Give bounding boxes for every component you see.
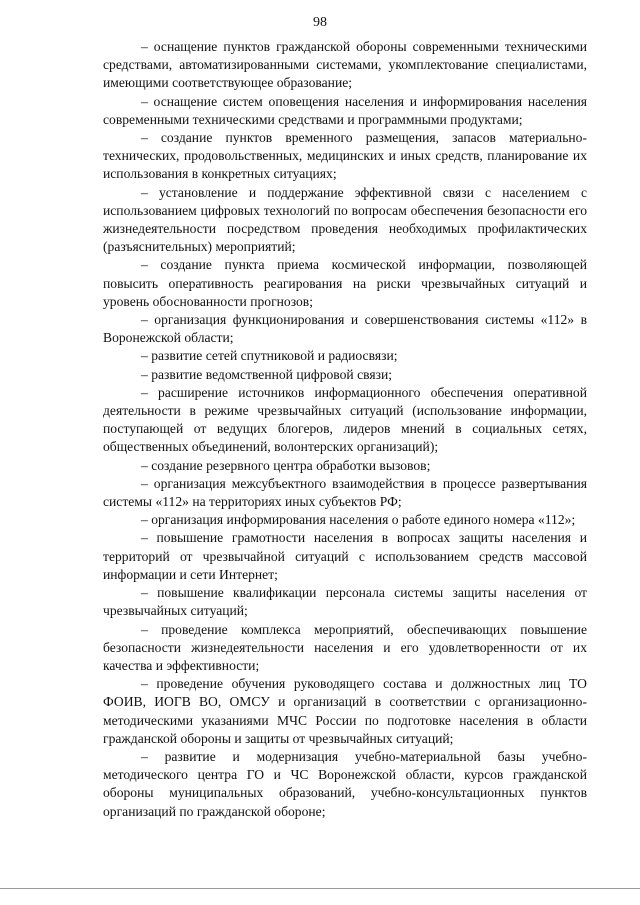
- list-item: – развитие ведомственной цифровой связи;: [141, 366, 393, 382]
- list-item: – развитие и модернизация учебно-материальной базы учебно-методического центра ГО и ЧС Воронежской области, курсов гражданской обороны муниципальных образований, учебно-консультационных пунктов организаций по гражданской обороне;: [103, 748, 587, 819]
- body-text: [103, 38, 587, 821]
- list-item: – организация функционирования и совершенствования системы «112» в Воронежской области;: [103, 312, 587, 346]
- list-item: – создание пунктов временного размещения, запасов материально-технических, продовольственных, медицинских и иных средств, планирование их использования в конкретных ситуациях;: [103, 130, 587, 182]
- list-item: – повышение грамотности населения в вопросах защиты населения и территорий от чрезвычайной ситуаций с использованием средств массовой информации и сети Интернет;: [103, 530, 587, 582]
- scan-edge-line: [0, 888, 640, 889]
- list-item: – повышение квалификации персонала системы защиты населения от чрезвычайных ситуаций;: [103, 585, 587, 619]
- list-item: – организация межсубъектного взаимодействия в процессе развертывания системы «112» на территориях иных субъектов РФ;: [103, 475, 587, 510]
- list-item: – организация информирования населения о работе единого номера «112»;: [141, 512, 576, 528]
- page-number: 98: [313, 15, 327, 30]
- list-item: – создание пункта приема космической информации, позволяющей повысить оперативность реагирования на риски чрезвычайных ситуаций и уровень обоснованности прогнозов;: [103, 257, 587, 309]
- list-item: – оснащение систем оповещения населения и информирования населения современными техническими средствами и программными продуктами;: [103, 93, 587, 127]
- list-item: – расширение источников информационного обеспечения оперативной деятельности в режиме чрезвычайных ситуаций (использование информации, поступающей от ведущих блогеров, лидеров мнений в социальных сетях, общественных объединений, волонтерских организаций);: [103, 384, 587, 455]
- list-item: – установление и поддержание эффективной связи с населением с использованием цифровых технологий по вопросам обеспечения безопасности его жизнедеятельности посредством проведения необходимых профилактических (разъяснительных) мероприятий;: [103, 184, 587, 255]
- list-item: – оснащение пунктов гражданской обороны современными техническими средствами, автоматизированными системами, укомплектование специалистами, имеющими соответствующее образование;: [103, 39, 587, 91]
- list-item: – развитие сетей спутниковой и радиосвязи;: [141, 348, 398, 364]
- list-item: – проведение обучения руководящего состава и должностных лиц ТО ФОИВ, ИОГВ ВО, ОМСУ и организаций в соответствии с организационно-методическими указаниями МЧС России по подготовке населения в области гражданской обороны и защиты от чрезвычайных ситуаций;: [103, 676, 587, 746]
- list-item: – создание резервного центра обработки вызовов;: [141, 457, 431, 473]
- list-item: – проведение комплекса мероприятий, обеспечивающих повышение безопасности жизнедеятельности населения и его удовлетворенности от их качества и эффективности;: [103, 621, 587, 673]
